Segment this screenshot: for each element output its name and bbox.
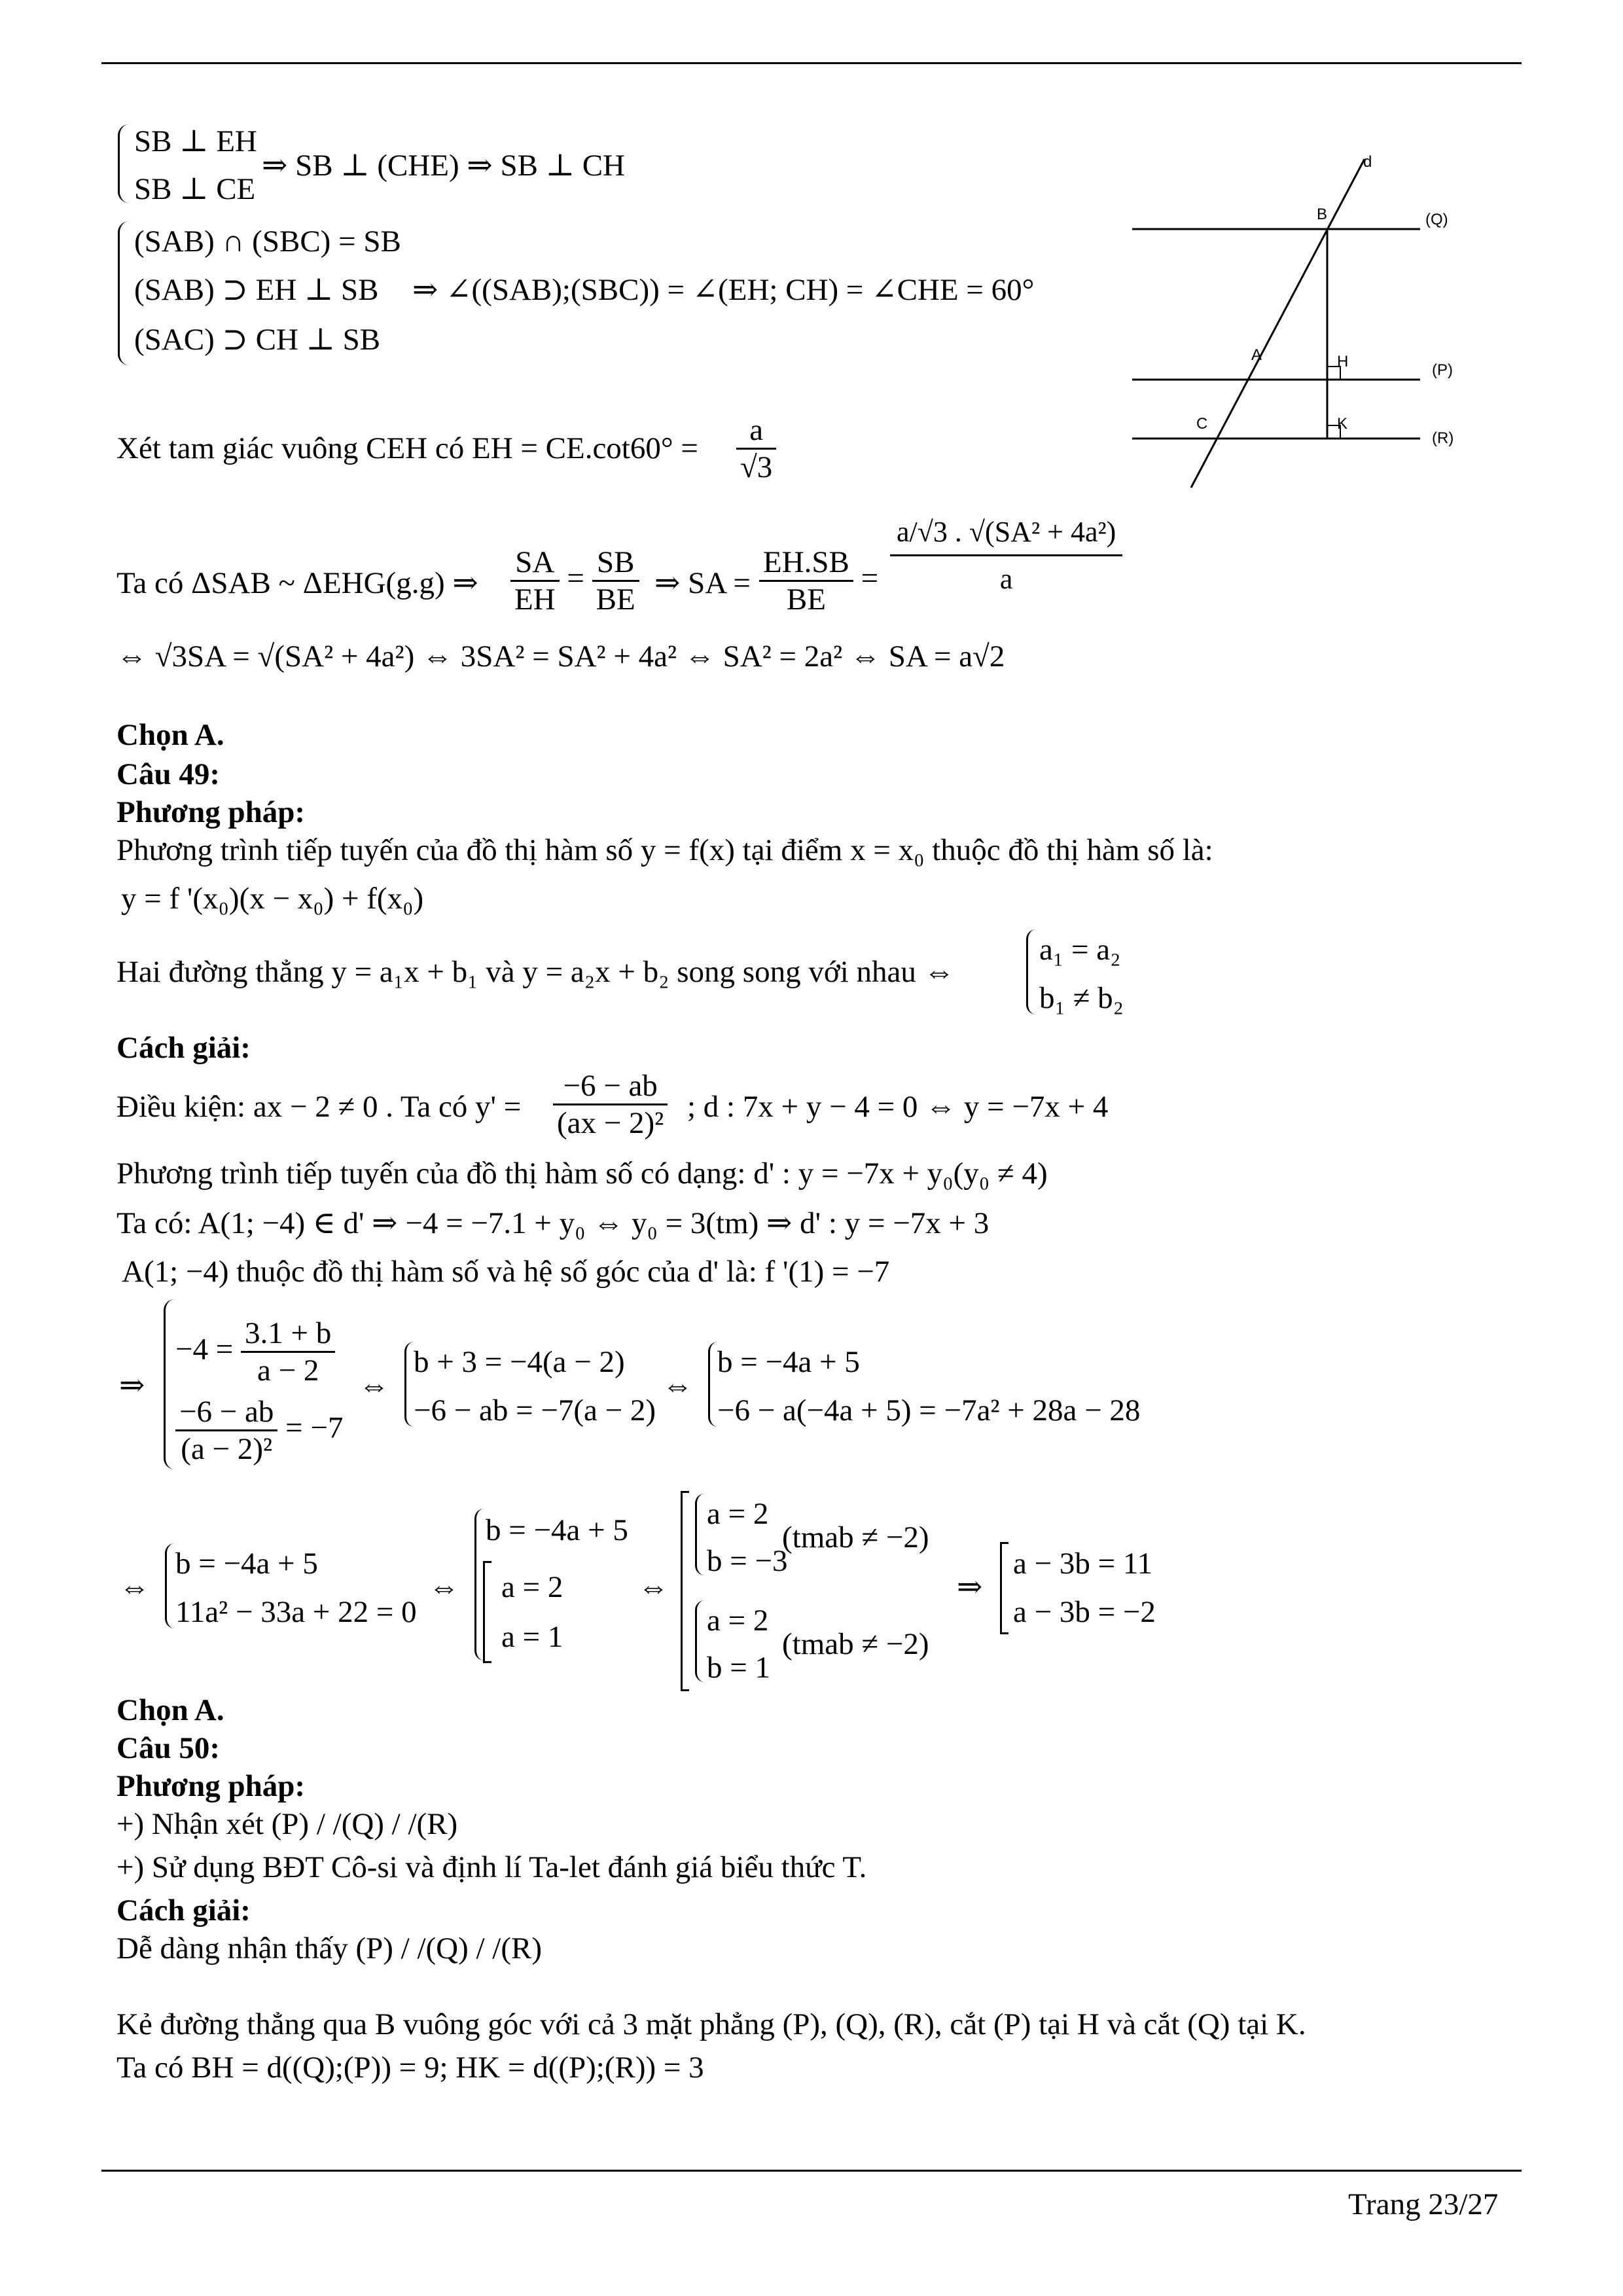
label-r: (R) <box>1432 429 1454 447</box>
question-title: Câu 49: <box>116 757 220 791</box>
system-brace <box>118 221 129 365</box>
line: b = −4a + 5 <box>175 1547 318 1581</box>
label-h: H <box>1337 353 1349 370</box>
line: ⇔ √3SA = √(SA² + 4a²) ⇔ 3SA² = SA² + 4a² ⇔ SA² = 2a² ⇔ SA = a√2 <box>116 639 1005 673</box>
line: Điều kiện: ax − 2 ≠ 0 . Ta có y' = <box>116 1090 522 1124</box>
fraction: $\frac{-6 - ab}{\text{(ax − 2)²}}$ <box>553 1068 668 1141</box>
section-title: Cách giải: <box>116 1893 251 1928</box>
line: Ta có: A(1; −4) ∈ d' ⇒ −4 = −7.1 + y₀ ⇔ y₀ = 3(tm) ⇒ d' : y = −7x + 3 <box>116 1206 990 1240</box>
line: (SAB) ∩ (SBC) = SB <box>134 224 401 259</box>
system-brace <box>118 124 129 203</box>
system-brace <box>165 1543 175 1628</box>
line: Phương trình tiếp tuyến của đồ thị hàm số y = f(x) tại điểm x = x₀ thuộc đồ thị hàm số là: <box>116 833 1213 867</box>
implies: ⇒ <box>957 1570 983 1604</box>
line: 11a² − 33a + 22 = 0 <box>175 1595 417 1629</box>
line: b₁ ≠ b₂ <box>1039 981 1124 1015</box>
fraction: $\frac{EH.SB}{BE}$ = <box>759 545 878 617</box>
answer-label: Chọn A. <box>116 1693 224 1727</box>
line: a₁ = a₂ <box>1039 933 1121 967</box>
system-brace <box>404 1342 414 1427</box>
line: b = −4a + 5 <box>486 1513 628 1547</box>
line: b = −3 <box>707 1544 788 1578</box>
label-q: (Q) <box>1425 211 1448 228</box>
line: Kẻ đường thẳng qua B vuông góc với cả 3 mặt phẳng (P), (Q), (R), cắt (P) tại H và cắt (Q) tại K. <box>116 2007 1306 2041</box>
line: Dễ dàng nhận thấy (P) / /(Q) / /(R) <box>116 1931 543 1965</box>
fraction: $\frac{SA}{EH}$ = $\frac{SB}{BE}$ <box>510 545 639 617</box>
line: (SAC) ⊃ CH ⊥ SB <box>134 323 381 357</box>
label-d: d <box>1363 153 1372 171</box>
section-title: Cách giải: <box>116 1031 251 1065</box>
line: a − 3b = −2 <box>1013 1595 1156 1629</box>
line: Xét tam giác vuông CEH có EH = CE.cot60° = <box>116 431 698 465</box>
label-p: (P) <box>1432 361 1453 379</box>
line: SB ⊥ EH <box>134 124 257 158</box>
line: +) Sử dụng BĐT Cô-si và định lí Ta-let đánh giá biểu thức T. <box>116 1850 867 1884</box>
page-number: Trang 23/27 <box>1348 2187 1499 2221</box>
line: Phương trình tiếp tuyến của đồ thị hàm số có dạng: d' : y = −7x + y₀(y₀ ≠ 4) <box>116 1157 1048 1191</box>
header-rule <box>101 62 1522 64</box>
equivalent: ⇔ <box>119 1570 150 1604</box>
line: ⇒ SB ⊥ (CHE) ⇒ SB ⊥ CH <box>262 149 625 183</box>
line: Hai đường thẳng y = a₁x + b₁ và y = a₂x + b₂ song song với nhau ⇔ <box>116 955 955 989</box>
question-title: Câu 50: <box>116 1731 220 1765</box>
label-b: B <box>1317 206 1328 223</box>
line: −6 − ab = −7(a − 2) <box>414 1393 656 1427</box>
line: a − 3b = 11 <box>1013 1547 1153 1581</box>
line: b + 3 = −4(a − 2) <box>414 1345 625 1379</box>
line: −6 − a(−4a + 5) = −7a² + 28a − 28 <box>717 1393 1141 1427</box>
line: b = 1 <box>707 1651 771 1685</box>
footer-rule <box>101 2170 1522 2172</box>
system-brace <box>164 1299 175 1469</box>
label-a: A <box>1251 346 1262 364</box>
line: y = f '(x₀)(x − x₀) + f(x₀) <box>121 882 424 916</box>
system-brace <box>695 1494 705 1575</box>
equivalent: ⇔ <box>429 1570 459 1604</box>
fraction: $\frac{\text{a/√3 . √(SA² + 4a²)}}{a}$ <box>890 511 1122 596</box>
equivalent: ⇔ <box>662 1369 693 1403</box>
line: ; d : 7x + y − 4 = 0 ⇔ y = −7x + 4 <box>687 1090 1109 1124</box>
line: (SAB) ⊃ EH ⊥ SB <box>134 273 379 307</box>
line: SB ⊥ CE <box>134 172 256 206</box>
bracket <box>1000 1542 1008 1634</box>
line: A(1; −4) thuộc đồ thị hàm số và hệ số góc của d' là: f '(1) = −7 <box>122 1255 890 1289</box>
bracket <box>681 1491 689 1691</box>
implies: ⇒ <box>119 1369 145 1403</box>
equivalent: ⇔ <box>359 1369 389 1403</box>
line: ⇒ ∠((SAB);(SBC)) = ∠(EH; CH) = ∠CHE = 60° <box>412 273 1035 307</box>
fraction: $\frac{-6 - ab}{\text{(a − 2)²}}$ = −7 <box>175 1394 343 1467</box>
line: a = 2 <box>707 1604 769 1638</box>
line: a = 1 <box>501 1620 563 1654</box>
line: (tmab ≠ −2) <box>782 1520 929 1554</box>
system-brace <box>1026 929 1036 1014</box>
system-brace <box>708 1342 718 1427</box>
line: b = −4a + 5 <box>717 1345 860 1379</box>
line: +) Nhận xét (P) / /(Q) / /(R) <box>116 1807 458 1841</box>
plane-figure <box>1113 141 1479 507</box>
section-title: Phương pháp: <box>116 795 306 829</box>
line: a = 2 <box>501 1570 563 1604</box>
label-k: K <box>1337 415 1348 433</box>
equivalent: ⇔ <box>638 1570 669 1604</box>
line: Ta có BH = d((Q);(P)) = 9; HK = d((P);(R)) = 3 <box>116 2051 704 2085</box>
label-c: C <box>1196 415 1208 433</box>
fraction: $\frac{a}{√3}$ <box>736 412 776 485</box>
fraction: −4 = $\frac{3.1 + b}{a - 2}$ <box>175 1316 335 1388</box>
answer-label: Chọn A. <box>116 718 224 752</box>
bracket <box>483 1561 491 1663</box>
section-title: Phương pháp: <box>116 1769 306 1803</box>
line: (tmab ≠ −2) <box>782 1627 929 1661</box>
line: Ta có ΔSAB ~ ΔEHG(g.g) ⇒ <box>116 566 478 600</box>
line: ⇒ SA = <box>654 566 751 600</box>
system-brace <box>695 1600 705 1682</box>
line: a = 2 <box>707 1497 769 1531</box>
